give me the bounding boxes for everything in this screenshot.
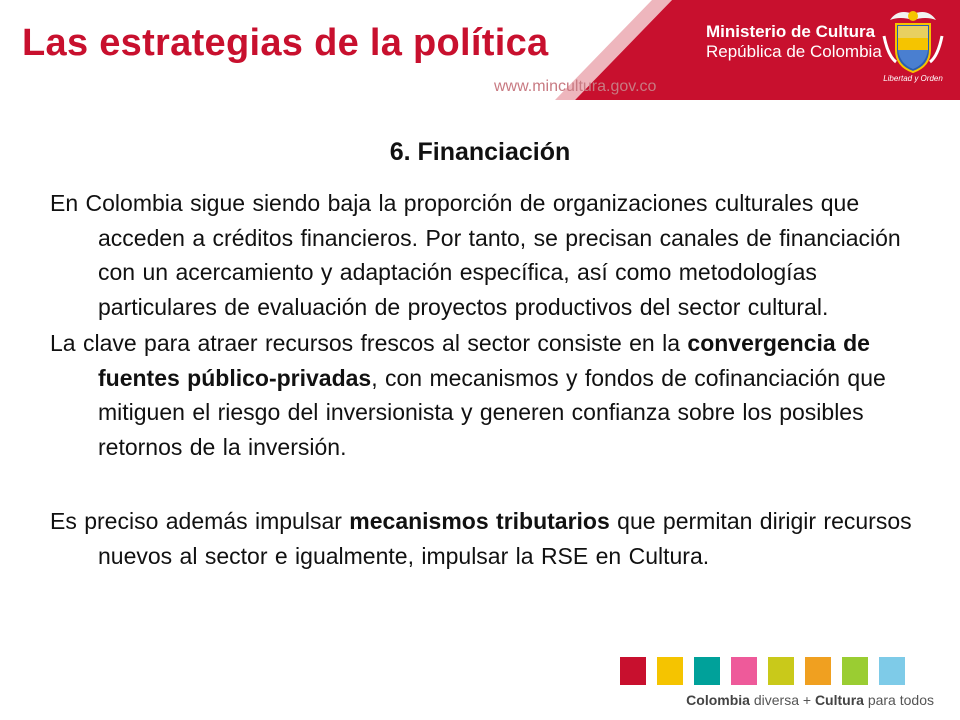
color-swatch-4 bbox=[731, 657, 757, 685]
color-swatch-6 bbox=[805, 657, 831, 685]
color-swatch-5 bbox=[768, 657, 794, 685]
section-heading: 6. Financiación bbox=[389, 138, 571, 166]
body-content bbox=[50, 186, 930, 573]
paragraph-emphasis: convergencia de fuentes público-privadas bbox=[98, 330, 870, 391]
color-swatch-8 bbox=[879, 657, 905, 685]
color-swatch-1 bbox=[620, 657, 646, 685]
ministry-name: Ministerio de Cultura bbox=[706, 22, 876, 41]
paragraph-public-private bbox=[50, 326, 930, 464]
slide-title: Las estrategias de la política bbox=[22, 22, 549, 64]
color-swatch-7 bbox=[842, 657, 868, 685]
site-url-link[interactable]: www.mincultura.gov.co bbox=[494, 78, 657, 95]
slogan-para-todos: para todos bbox=[863, 692, 934, 708]
paragraph-text-before: Es preciso además impulsar bbox=[50, 508, 350, 534]
paragraph-text-after: que permitan dirigir recursos nuevos al sector e igualmente, impulsar la RSE en Cultura. bbox=[98, 508, 912, 569]
footer-slogan bbox=[622, 692, 934, 708]
paragraph-text: En Colombia sigue siendo baja la proporción de organizaciones culturales que acceden a créditos financieros. Por tanto, se precisan canales de financiación con un acercamiento y adaptación específica, así como metodologías particulares de evaluación de proyectos productivos del sector cultural. bbox=[50, 190, 901, 320]
ministry-country: República de Colombia bbox=[706, 42, 882, 61]
color-swatch-3 bbox=[694, 657, 720, 685]
color-swatch-strip bbox=[620, 657, 905, 685]
slogan-diversa: diversa + bbox=[749, 692, 815, 708]
paragraph-text-after: , con mecanismos y fondos de cofinanciación que mitiguen el riesgo del inversionista y generen confianza sobre los posibles retornos de la inversión. bbox=[98, 364, 886, 460]
paragraph-credit-access bbox=[50, 186, 930, 324]
paragraph-text-before: La clave para atraer recursos frescos al sector consiste en la bbox=[50, 330, 688, 356]
paragraph-tax-mechanisms bbox=[50, 504, 930, 573]
color-swatch-2 bbox=[657, 657, 683, 685]
national-motto: Libertad y Orden bbox=[883, 74, 943, 83]
slogan-colombia: Colombia bbox=[686, 692, 750, 708]
paragraph-emphasis: mecanismos tributarios bbox=[349, 508, 610, 534]
slogan-cultura: Cultura bbox=[814, 692, 864, 708]
